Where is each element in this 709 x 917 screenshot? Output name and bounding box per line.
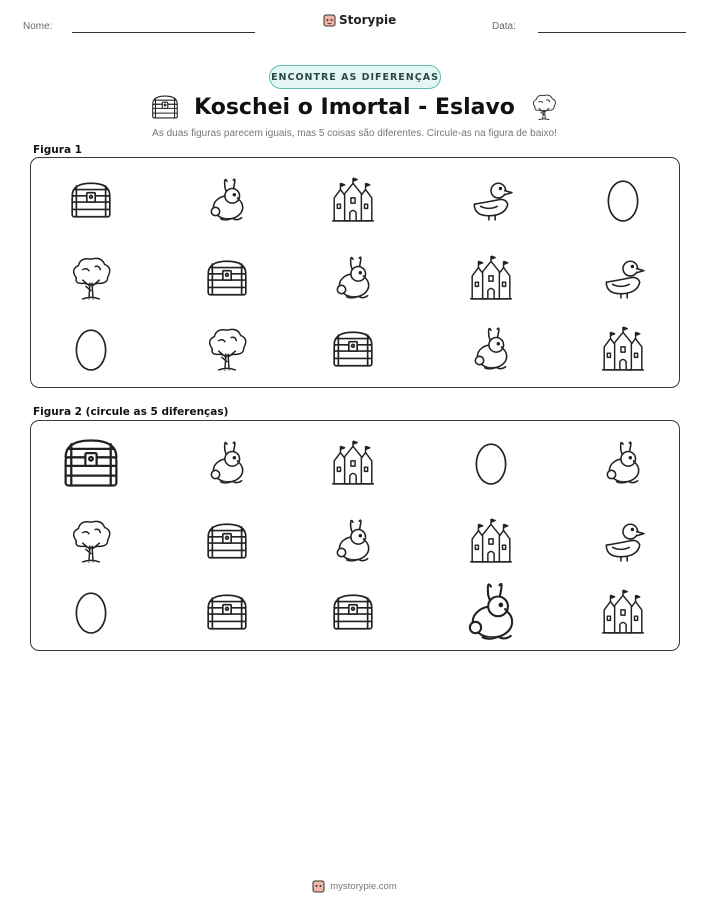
instructions: As duas figuras parecem iguais, mas 5 coisas são diferentes. Circule-as na figura de baixo! bbox=[152, 128, 557, 139]
badge-text: ENCONTRE AS DIFERENÇAS bbox=[271, 71, 439, 83]
figure1-chest-icon bbox=[68, 177, 114, 223]
figure2-chest-icon[interactable] bbox=[330, 589, 376, 635]
figure1-chest-icon bbox=[204, 255, 250, 301]
title-row bbox=[0, 91, 709, 123]
figure1-egg-icon bbox=[600, 177, 646, 223]
treasure-chest-icon bbox=[150, 93, 180, 121]
figure1-castle-icon bbox=[600, 326, 646, 372]
spot-difference-badge bbox=[269, 65, 441, 89]
figure1-rabbit-icon bbox=[330, 255, 376, 301]
figure2-label: Figura 2 (circule as 5 diferenças) bbox=[33, 406, 229, 418]
figure2-duck-icon[interactable] bbox=[600, 518, 646, 564]
figure1-duck-icon bbox=[600, 255, 646, 301]
storypie-logo bbox=[323, 13, 396, 27]
figure2-chest-icon[interactable] bbox=[204, 518, 250, 564]
figure1-castle-icon bbox=[468, 255, 514, 301]
storypie-footer-icon bbox=[312, 879, 325, 893]
name-field[interactable] bbox=[72, 32, 255, 33]
date-field[interactable] bbox=[538, 32, 686, 33]
figure2-tree-icon[interactable] bbox=[68, 518, 114, 564]
figure2-egg-icon[interactable] bbox=[68, 589, 114, 635]
brand-name: Storypie bbox=[339, 13, 397, 27]
date-label: Data: bbox=[492, 21, 516, 32]
figure1-label: Figura 1 bbox=[33, 144, 82, 156]
figure1-chest-icon bbox=[330, 326, 376, 372]
page-title: Koschei o Imortal - Eslavo bbox=[194, 94, 515, 120]
figure2-castle-icon[interactable] bbox=[468, 518, 514, 564]
figure2-chest-icon[interactable] bbox=[204, 589, 250, 635]
figure2-castle-icon[interactable] bbox=[600, 589, 646, 635]
figure2-panel[interactable] bbox=[30, 420, 680, 651]
page-footer bbox=[0, 879, 709, 893]
figure1-tree-icon bbox=[68, 255, 114, 301]
storypie-logo-icon bbox=[323, 13, 336, 27]
figure1-tree-icon bbox=[204, 326, 250, 372]
figure1-rabbit-icon bbox=[204, 177, 250, 223]
figure1-castle-icon bbox=[330, 177, 376, 223]
figure2-chest-icon[interactable] bbox=[60, 432, 122, 494]
tree-icon bbox=[529, 93, 559, 121]
figure1-rabbit-icon bbox=[468, 326, 514, 372]
footer-url: mystorypie.com bbox=[330, 880, 397, 892]
figure1-duck-icon bbox=[468, 177, 514, 223]
figure2-rabbit-icon[interactable] bbox=[330, 518, 376, 564]
figure1-egg-icon bbox=[68, 326, 114, 372]
figure1-panel bbox=[30, 157, 680, 388]
figure2-castle-icon[interactable] bbox=[330, 440, 376, 486]
figure2-rabbit-icon[interactable] bbox=[600, 440, 646, 486]
name-label: Nome: bbox=[23, 21, 53, 32]
figure2-rabbit-icon[interactable] bbox=[460, 581, 522, 643]
figure2-egg-icon[interactable] bbox=[468, 440, 514, 486]
figure2-rabbit-icon[interactable] bbox=[204, 440, 250, 486]
